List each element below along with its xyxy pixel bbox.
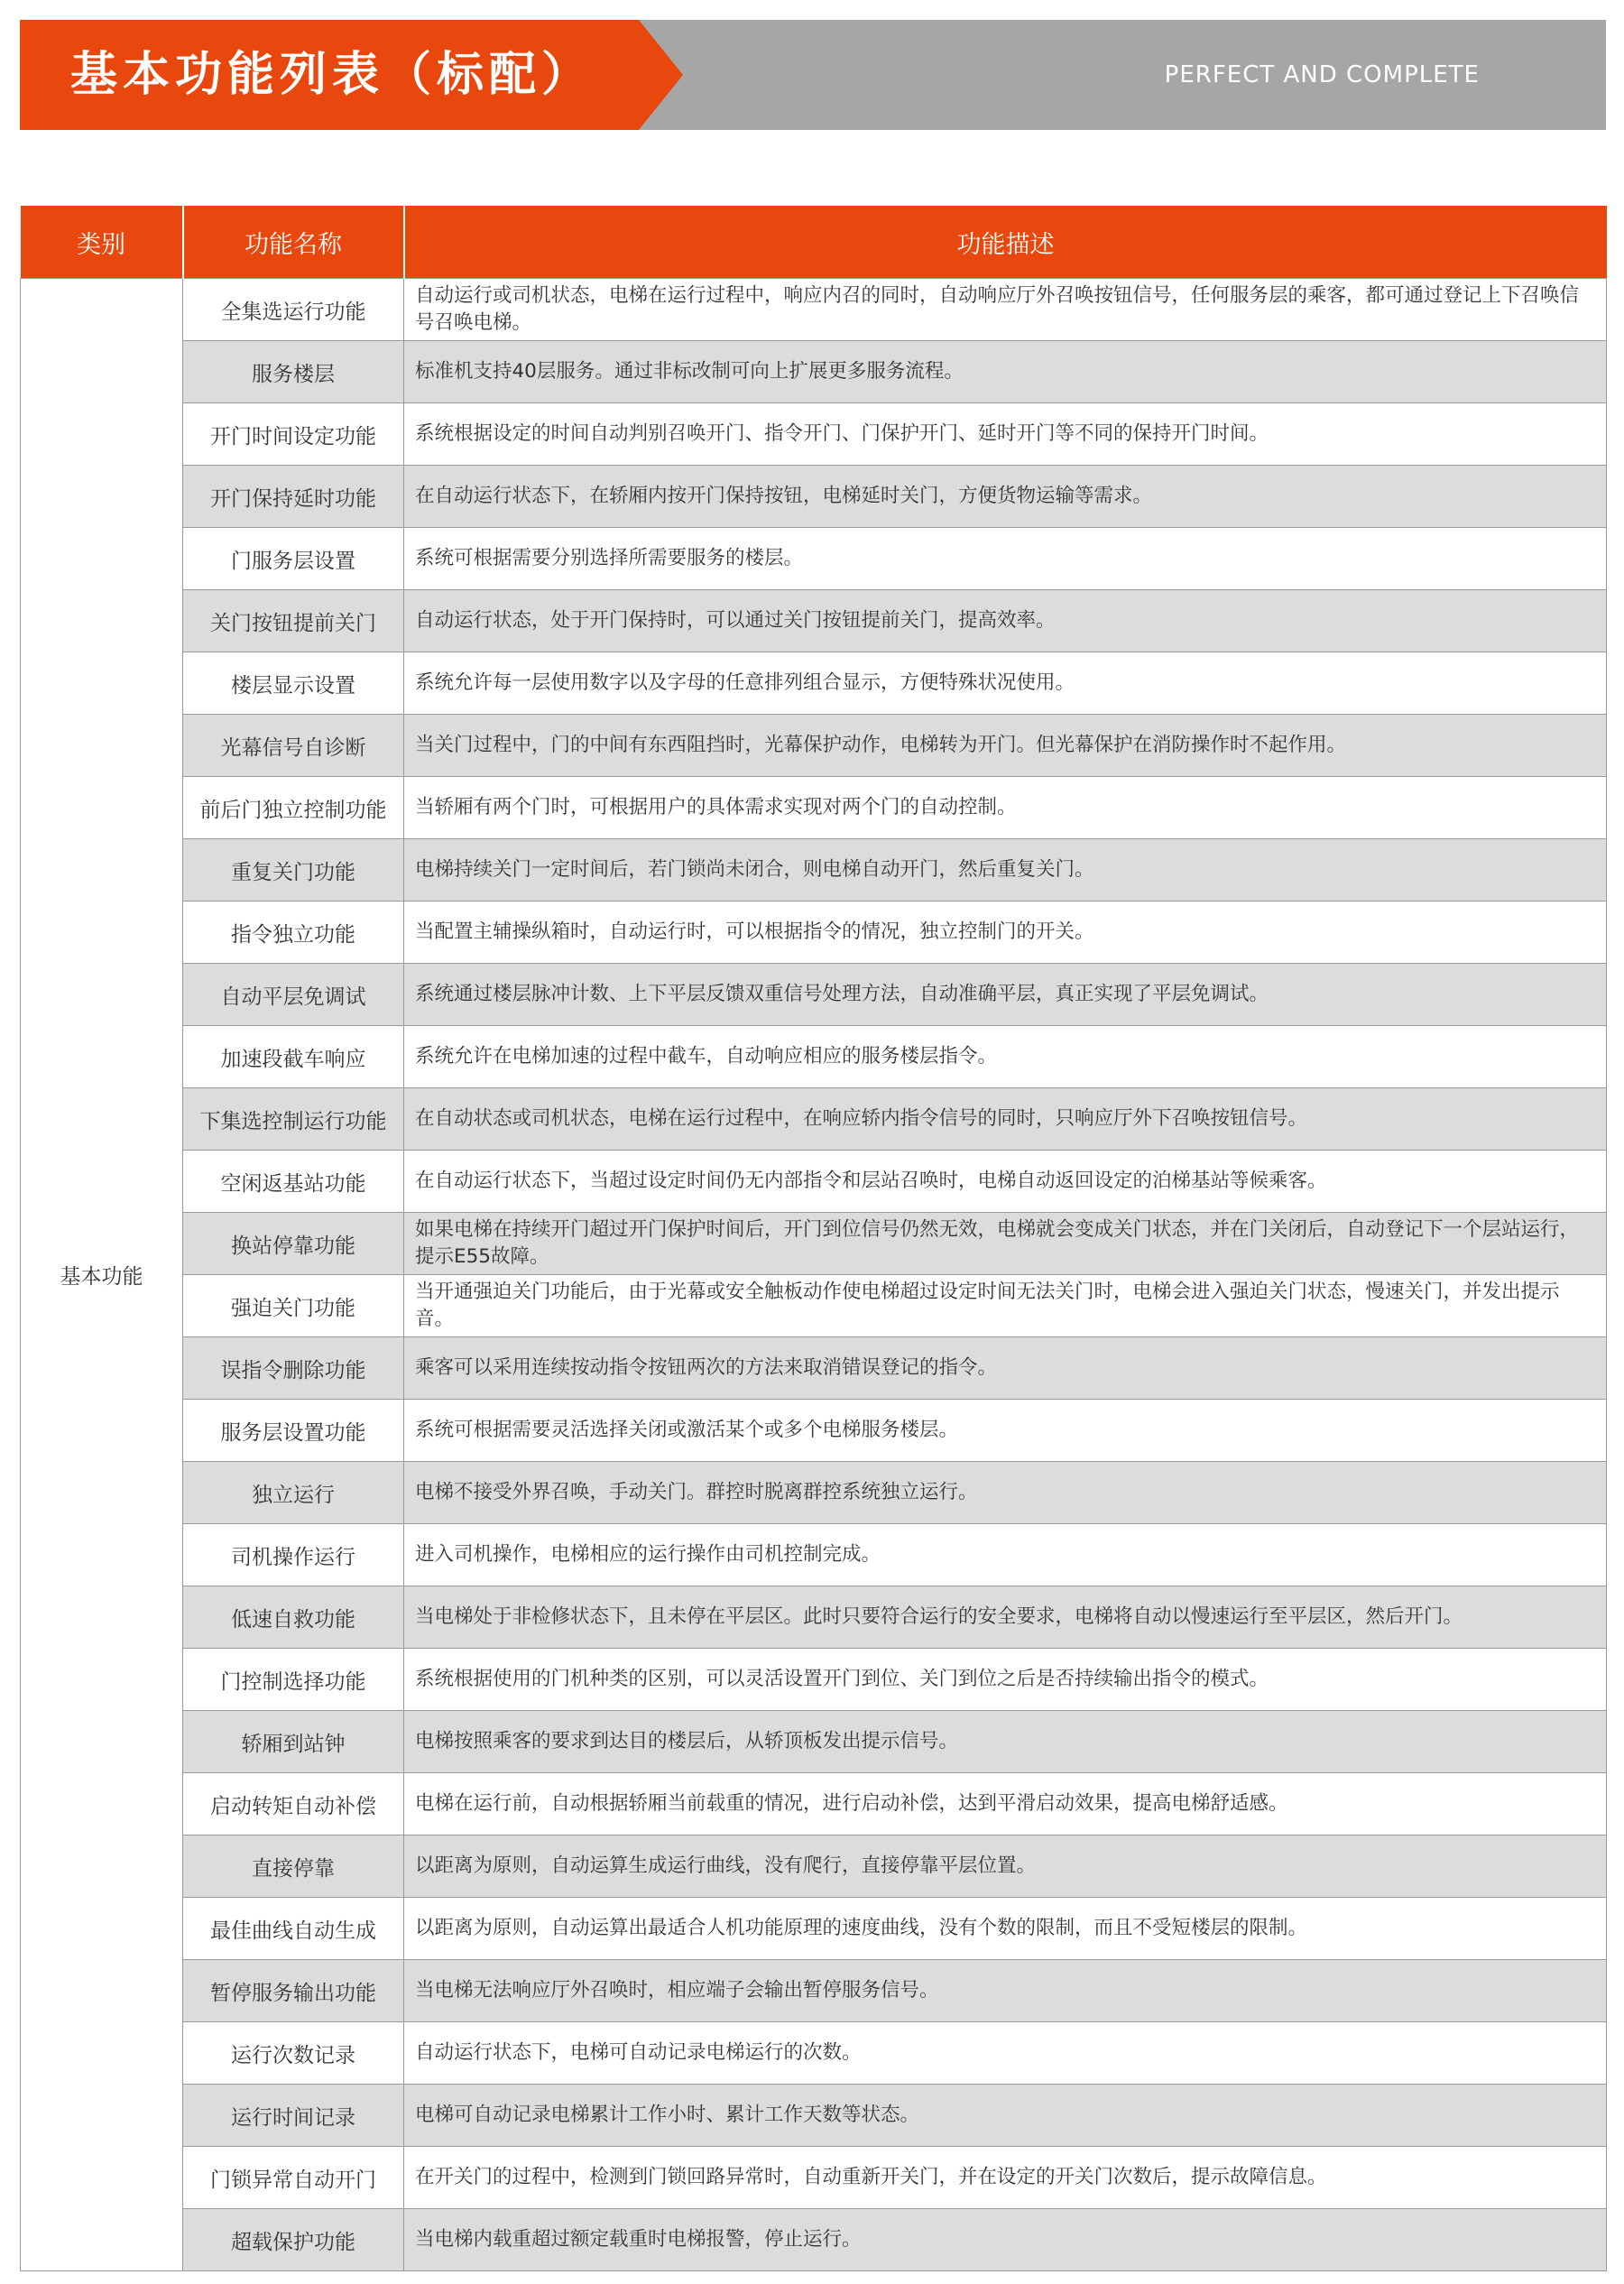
table-row: [21, 1462, 1607, 1524]
function-description-cell: 在自动状态或司机状态，电梯在运行过程中，在响应轿内指令信号的同时，只响应厅外下召唤按钮信号。: [404, 1088, 1607, 1151]
column-header-name: 功能名称: [183, 206, 404, 279]
table-row: [21, 1213, 1607, 1275]
table-row: [21, 777, 1607, 839]
table-row: [21, 1026, 1607, 1088]
function-name-cell: 光幕信号自诊断: [183, 715, 404, 777]
table-row: [21, 1400, 1607, 1462]
function-description-cell: 系统允许每一层使用数字以及字母的任意排列组合显示，方便特殊状况使用。: [404, 652, 1607, 715]
function-name-cell: 开门保持延时功能: [183, 466, 404, 528]
function-name-cell: 加速段截车响应: [183, 1026, 404, 1088]
function-name-cell: 暂停服务输出功能: [183, 1960, 404, 2022]
function-name-cell: 前后门独立控制功能: [183, 777, 404, 839]
table-row: [21, 839, 1607, 902]
table-row: [21, 466, 1607, 528]
table-row: [21, 1711, 1607, 1773]
table-row: [21, 528, 1607, 590]
function-description-cell: 自动运行状态，处于开门保持时，可以通过关门按钮提前关门，提高效率。: [404, 590, 1607, 652]
function-name-cell: 关门按钮提前关门: [183, 590, 404, 652]
function-description-cell: 当配置主辅操纵箱时，自动运行时，可以根据指令的情况，独立控制门的开关。: [404, 902, 1607, 964]
table-row: [21, 1586, 1607, 1649]
table-row: [21, 652, 1607, 715]
function-description-cell: 系统根据设定的时间自动判别召唤开门、指令开门、门保护开门、延时开门等不同的保持开门时间。: [404, 403, 1607, 466]
function-description-cell: 系统根据使用的门机种类的区别，可以灵活设置开门到位、关门到位之后是否持续输出指令的模式。: [404, 1649, 1607, 1711]
function-name-cell: 指令独立功能: [183, 902, 404, 964]
function-name-cell: 自动平层免调试: [183, 964, 404, 1026]
function-name-cell: 低速自救功能: [183, 1586, 404, 1649]
function-description-cell: 电梯可自动记录电梯累计工作小时、累计工作天数等状态。: [404, 2085, 1607, 2147]
table-row: [21, 279, 1607, 341]
table-row: [21, 1836, 1607, 1898]
function-description-cell: 系统可根据需要分别选择所需要服务的楼层。: [404, 528, 1607, 590]
function-name-cell: 全集选运行功能: [183, 279, 404, 341]
function-name-cell: 服务层设置功能: [183, 1400, 404, 1462]
page-title: 基本功能列表（标配）: [70, 48, 595, 102]
table-body: [21, 279, 1607, 2271]
function-description-cell: 当电梯无法响应厅外召唤时，相应端子会输出暂停服务信号。: [404, 1960, 1607, 2022]
function-name-cell: 独立运行: [183, 1462, 404, 1524]
table-row: [21, 1524, 1607, 1586]
function-description-cell: 电梯不接受外界召唤，手动关门。群控时脱离群控系统独立运行。: [404, 1462, 1607, 1524]
function-description-cell: 进入司机操作，电梯相应的运行操作由司机控制完成。: [404, 1524, 1607, 1586]
function-description-cell: 当电梯内载重超过额定载重时电梯报警，停止运行。: [404, 2209, 1607, 2271]
column-header-description: 功能描述: [404, 206, 1607, 279]
function-description-cell: 在开关门的过程中，检测到门锁回路异常时，自动重新开关门，并在设定的开关门次数后，提示故障信息。: [404, 2147, 1607, 2209]
function-name-cell: 换站停靠功能: [183, 1213, 404, 1275]
function-description-cell: 在自动运行状态下，在轿厢内按开门保持按钮，电梯延时关门，方便货物运输等需求。: [404, 466, 1607, 528]
table-row: [21, 964, 1607, 1026]
table-row: [21, 2209, 1607, 2271]
function-name-cell: 直接停靠: [183, 1836, 404, 1898]
category-cell: 基本功能: [21, 279, 183, 2271]
table-row: [21, 1088, 1607, 1151]
function-description-cell: 系统允许在电梯加速的过程中截车，自动响应相应的服务楼层指令。: [404, 1026, 1607, 1088]
table-row: [21, 341, 1607, 403]
function-description-cell: 当电梯处于非检修状态下，且未停在平层区。此时只要符合运行的安全要求，电梯将自动以慢速运行至平层区，然后开门。: [404, 1586, 1607, 1649]
function-name-cell: 开门时间设定功能: [183, 403, 404, 466]
function-name-cell: 最佳曲线自动生成: [183, 1898, 404, 1960]
function-description-cell: 系统可根据需要灵活选择关闭或激活某个或多个电梯服务楼层。: [404, 1400, 1607, 1462]
function-description-cell: 系统通过楼层脉冲计数、上下平层反馈双重信号处理方法，自动准确平层，真正实现了平层免调试。: [404, 964, 1607, 1026]
table-row: [21, 1649, 1607, 1711]
function-description-cell: 当开通强迫关门功能后，由于光幕或安全触板动作使电梯超过设定时间无法关门时，电梯会进入强迫关门状态，慢速关门，并发出提示音。: [404, 1275, 1607, 1337]
function-name-cell: 门控制选择功能: [183, 1649, 404, 1711]
table-row: [21, 1960, 1607, 2022]
page-subtitle: PERFECT AND COMPLETE: [1164, 61, 1480, 88]
function-name-cell: 运行时间记录: [183, 2085, 404, 2147]
function-name-cell: 门锁异常自动开门: [183, 2147, 404, 2209]
table-row: [21, 1275, 1607, 1337]
function-description-cell: 乘客可以采用连续按动指令按钮两次的方法来取消错误登记的指令。: [404, 1337, 1607, 1400]
function-description-cell: 自动运行或司机状态，电梯在运行过程中，响应内召的同时，自动响应厅外召唤按钮信号，任何服务层的乘客，都可通过登记上下召唤信号召唤电梯。: [404, 279, 1607, 341]
table-row: [21, 590, 1607, 652]
function-description-cell: 在自动运行状态下，当超过设定时间仍无内部指令和层站召唤时，电梯自动返回设定的泊梯基站等候乘客。: [404, 1151, 1607, 1213]
function-name-cell: 空闲返基站功能: [183, 1151, 404, 1213]
table-row: [21, 715, 1607, 777]
table-row: [21, 2022, 1607, 2085]
function-description-cell: 标准机支持40层服务。通过非标改制可向上扩展更多服务流程。: [404, 341, 1607, 403]
function-name-cell: 楼层显示设置: [183, 652, 404, 715]
function-name-cell: 轿厢到站钟: [183, 1711, 404, 1773]
table-row: [21, 2085, 1607, 2147]
function-description-cell: 当关门过程中，门的中间有东西阻挡时，光幕保护动作，电梯转为开门。但光幕保护在消防操作时不起作用。: [404, 715, 1607, 777]
function-name-cell: 下集选控制运行功能: [183, 1088, 404, 1151]
header-banner: [20, 20, 1606, 130]
function-description-cell: 如果电梯在持续开门超过开门保护时间后，开门到位信号仍然无效，电梯就会变成关门状态，并在门关闭后，自动登记下一个层站运行，提示E55故障。: [404, 1213, 1607, 1275]
table-row: [21, 1337, 1607, 1400]
function-name-cell: 运行次数记录: [183, 2022, 404, 2085]
table-row: [21, 403, 1607, 466]
function-name-cell: 误指令删除功能: [183, 1337, 404, 1400]
function-description-cell: 电梯在运行前，自动根据轿厢当前载重的情况，进行启动补偿，达到平滑启动效果，提高电梯舒适感。: [404, 1773, 1607, 1836]
function-name-cell: 重复关门功能: [183, 839, 404, 902]
table-row: [21, 1898, 1607, 1960]
feature-table: [20, 206, 1607, 2271]
table-row: [21, 1773, 1607, 1836]
table-row: [21, 1151, 1607, 1213]
function-description-cell: 以距离为原则，自动运算生成运行曲线，没有爬行，直接停靠平层位置。: [404, 1836, 1607, 1898]
function-name-cell: 司机操作运行: [183, 1524, 404, 1586]
table-row: [21, 2147, 1607, 2209]
function-name-cell: 超载保护功能: [183, 2209, 404, 2271]
function-name-cell: 门服务层设置: [183, 528, 404, 590]
function-name-cell: 服务楼层: [183, 341, 404, 403]
function-name-cell: 启动转矩自动补偿: [183, 1773, 404, 1836]
function-description-cell: 当轿厢有两个门时，可根据用户的具体需求实现对两个门的自动控制。: [404, 777, 1607, 839]
function-name-cell: 强迫关门功能: [183, 1275, 404, 1337]
function-description-cell: 以距离为原则，自动运算出最适合人机功能原理的速度曲线，没有个数的限制，而且不受短楼层的限制。: [404, 1898, 1607, 1960]
table-row: [21, 902, 1607, 964]
function-description-cell: 电梯持续关门一定时间后，若门锁尚未闭合，则电梯自动开门，然后重复关门。: [404, 839, 1607, 902]
function-description-cell: 电梯按照乘客的要求到达目的楼层后，从轿顶板发出提示信号。: [404, 1711, 1607, 1773]
column-header-category: 类别: [21, 206, 183, 279]
function-description-cell: 自动运行状态下，电梯可自动记录电梯运行的次数。: [404, 2022, 1607, 2085]
table-header-row: [21, 206, 1607, 279]
